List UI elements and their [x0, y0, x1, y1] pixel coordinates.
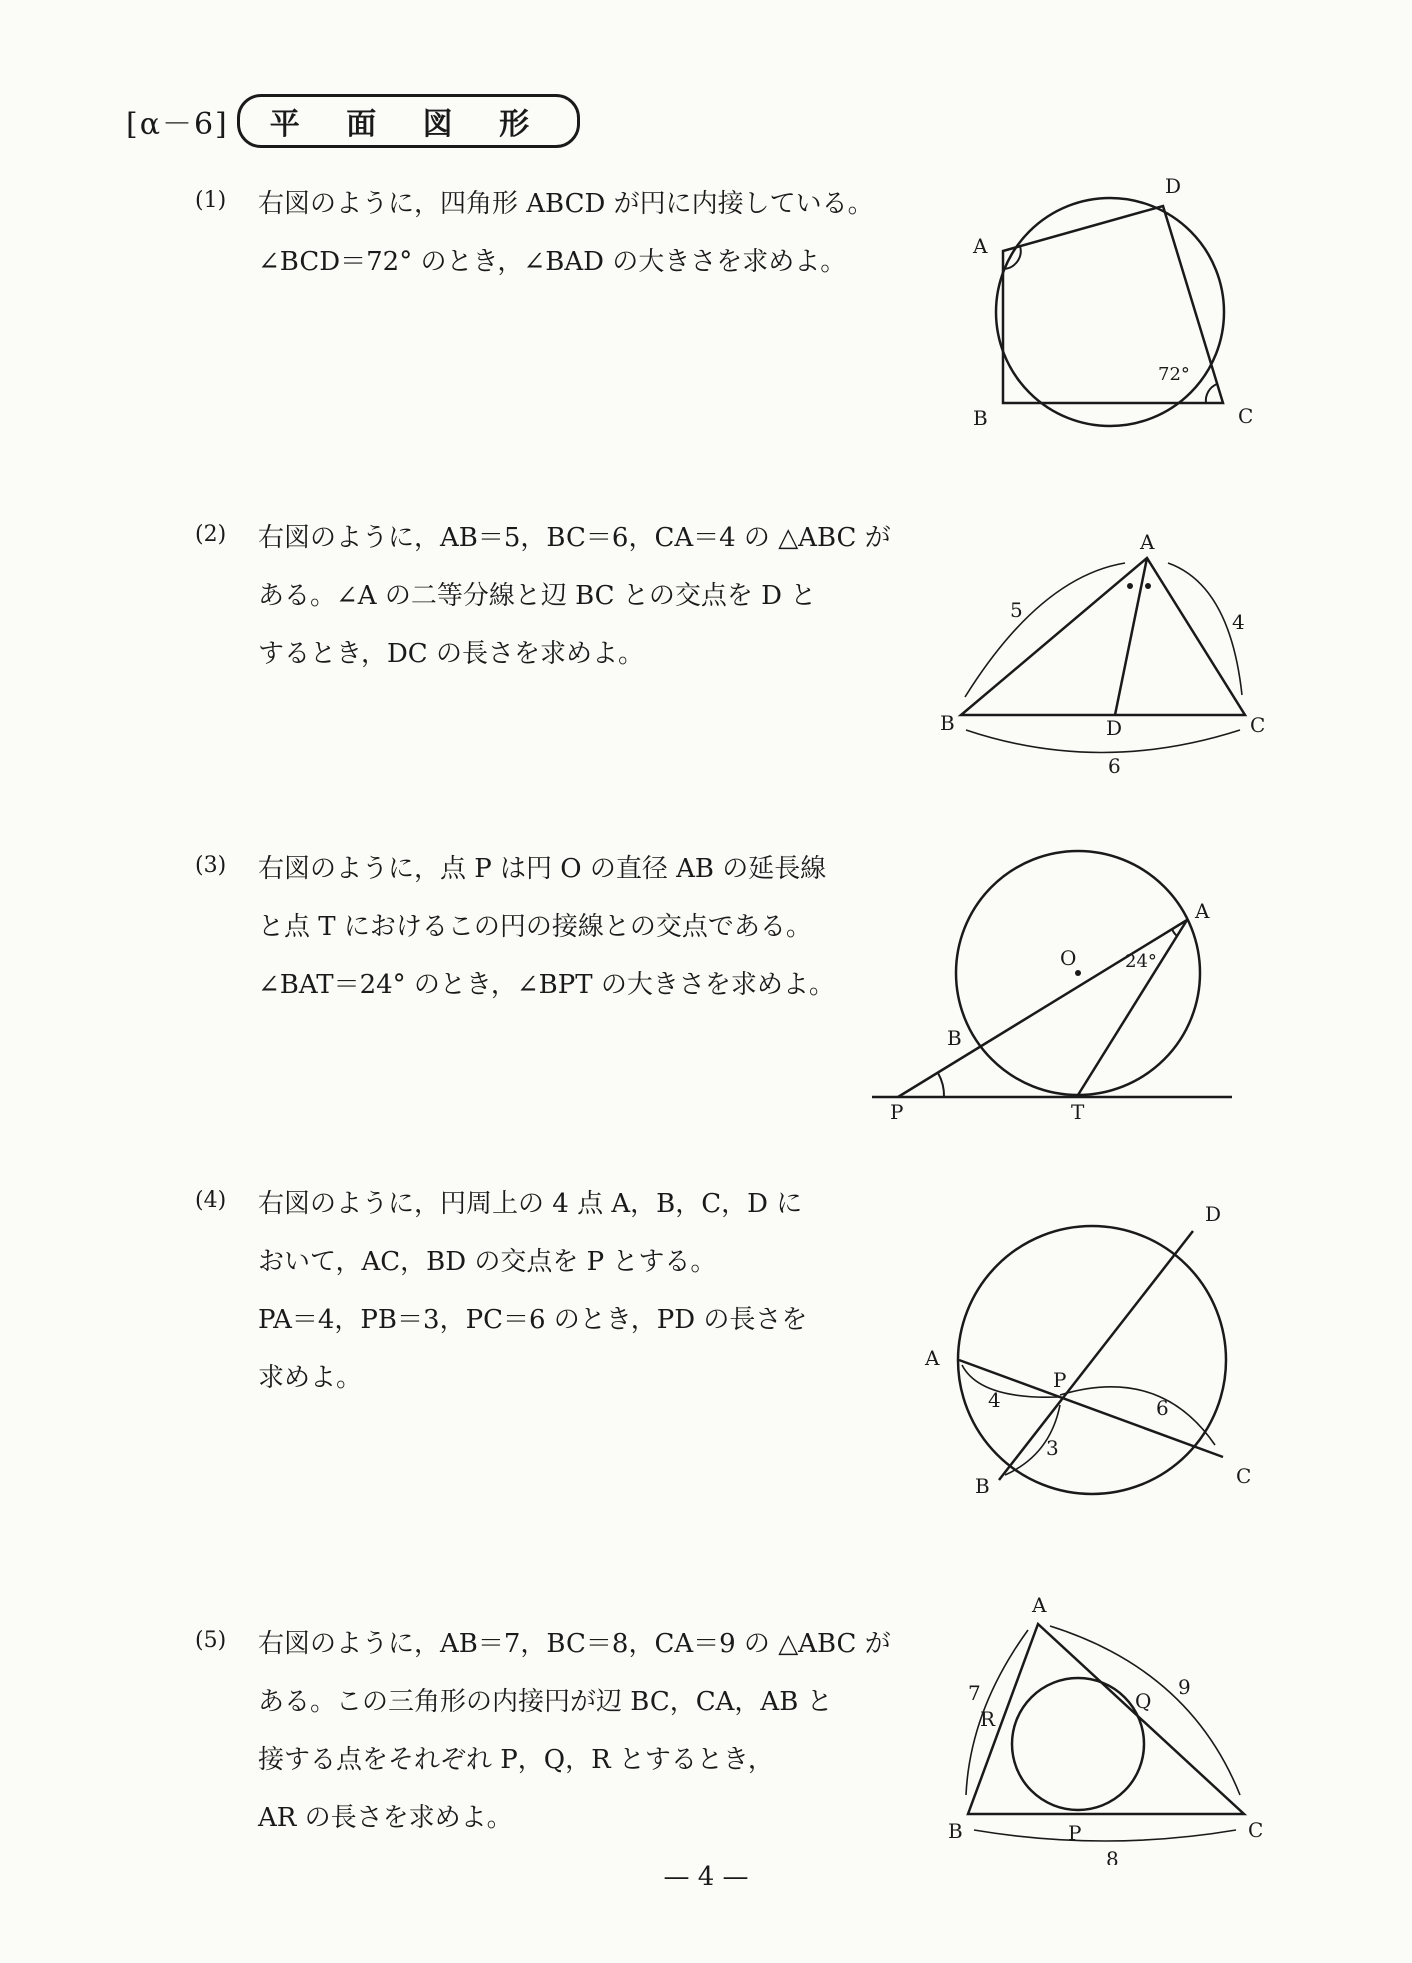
label-b: B [973, 406, 988, 430]
label-p: P [1068, 1821, 1082, 1845]
figure-intersecting-chords [910, 1195, 1260, 1515]
triangle-abc [968, 1624, 1244, 1814]
arc-ca [1168, 563, 1242, 695]
chord-bd [999, 1231, 1193, 1480]
angle-mark-p [938, 1073, 944, 1097]
problem-line: するとき，DC の長さを求めよ。 [258, 639, 644, 669]
problem-line: 求めよ。 [258, 1363, 363, 1393]
length-ca: 4 [1232, 610, 1245, 634]
line-at [1078, 920, 1187, 1095]
length-bc: 6 [1108, 754, 1121, 778]
label-d: D [1165, 174, 1182, 198]
problem-text [258, 184, 938, 300]
angle-label-c: 72° [1158, 364, 1190, 385]
label-a: A [925, 1346, 940, 1370]
label-p: P [890, 1100, 904, 1124]
problem-line: 右図のように，点 P は円 O の直径 AB の延長線 [258, 854, 827, 884]
length-pb: 3 [1046, 1436, 1059, 1460]
angle-mark-c [1206, 384, 1217, 403]
problem-number: (5) [195, 1628, 227, 1653]
label-a: A [1140, 530, 1155, 554]
problem-number: (4) [195, 1188, 227, 1213]
problem-line: おいて，AC，BD の交点を P とする。 [258, 1247, 717, 1277]
arc-bc [974, 1830, 1236, 1841]
section-title-pill: 平 面 図 形 [237, 94, 580, 148]
label-o: O [1060, 946, 1077, 970]
problem-line: と点 T におけるこの円の接線との交点である。 [258, 912, 812, 942]
section-number: [α－6] [126, 107, 229, 142]
label-c: C [1248, 1818, 1264, 1842]
bisector-mark [1145, 583, 1151, 589]
figure-inscribed-circle [930, 1590, 1270, 1865]
problem-line: 右図のように，AB＝5，BC＝6，CA＝4 の △ABC が [258, 523, 891, 553]
length-ab: 5 [1010, 598, 1023, 622]
circumcircle [996, 198, 1224, 426]
angle-mark-a [1172, 929, 1177, 936]
problem-text [258, 849, 938, 1023]
angle-label-a: 24° [1125, 951, 1157, 972]
label-b: B [948, 1819, 963, 1843]
label-a: A [1195, 899, 1210, 923]
problem-line: 右図のように，四角形 ABCD が円に内接している。 [258, 189, 874, 219]
arc-ab [965, 563, 1125, 697]
problem-number: (2) [195, 522, 227, 547]
problem-line: PA＝4，PB＝3，PC＝6 のとき，PD の長さを [258, 1305, 808, 1335]
label-b: B [975, 1474, 990, 1498]
length-pa: 4 [988, 1388, 1001, 1412]
problem-line: 接する点をそれぞれ P，Q，R とするとき， [258, 1745, 774, 1775]
length-ab: 7 [968, 1681, 981, 1705]
figure-angle-bisector [930, 525, 1270, 785]
label-p: P [1053, 1368, 1067, 1392]
quadrilateral-abcd [1003, 206, 1223, 403]
arc-pc [1060, 1387, 1215, 1445]
label-r: R [980, 1707, 996, 1731]
problem-number: (1) [195, 188, 227, 213]
label-a: A [1032, 1593, 1047, 1617]
problem-line: 右図のように，AB＝7，BC＝8，CA＝9 の △ABC が [258, 1629, 891, 1659]
arc-bc [966, 730, 1240, 753]
label-d: D [1205, 1202, 1222, 1226]
bisector-mark [1127, 583, 1133, 589]
line-pa [898, 920, 1187, 1097]
problem-line: ∠BCD＝72° のとき，∠BAD の大きさを求めよ。 [258, 247, 847, 277]
label-b: B [940, 711, 955, 735]
page-number: — 4 — [663, 1862, 749, 1892]
problem-text [258, 1624, 938, 1856]
label-d: D [1106, 716, 1123, 740]
figure-tangent-secant [860, 840, 1260, 1130]
problem-line: ある。∠A の二等分線と辺 BC との交点を D と [258, 581, 817, 611]
label-q: Q [1135, 1689, 1152, 1713]
label-c: C [1250, 713, 1266, 737]
problem-line: ある。この三角形の内接円が辺 BC，CA，AB と [258, 1687, 833, 1717]
label-c: C [1236, 1464, 1252, 1488]
label-a: A [973, 234, 988, 258]
problem-line: ∠BAT＝24° のとき，∠BPT の大きさを求めよ。 [258, 970, 835, 1000]
figure-cyclic-quadrilateral [960, 170, 1260, 450]
label-t: T [1071, 1100, 1085, 1124]
length-bc: 8 [1106, 1847, 1119, 1865]
problem-line: AR の長さを求めよ。 [258, 1803, 513, 1833]
center-point-o [1075, 970, 1081, 976]
label-c: C [1238, 404, 1254, 428]
problem-text [258, 1184, 938, 1416]
problem-number: (3) [195, 853, 227, 878]
length-ca: 9 [1178, 1675, 1191, 1699]
problem-text [258, 518, 938, 692]
section-header [126, 96, 580, 146]
triangle-abc [961, 558, 1245, 715]
length-pc: 6 [1156, 1396, 1169, 1420]
problem-line: 右図のように，円周上の 4 点 A，B，C，D に [258, 1189, 803, 1219]
label-b: B [947, 1026, 962, 1050]
incircle [1012, 1678, 1144, 1810]
